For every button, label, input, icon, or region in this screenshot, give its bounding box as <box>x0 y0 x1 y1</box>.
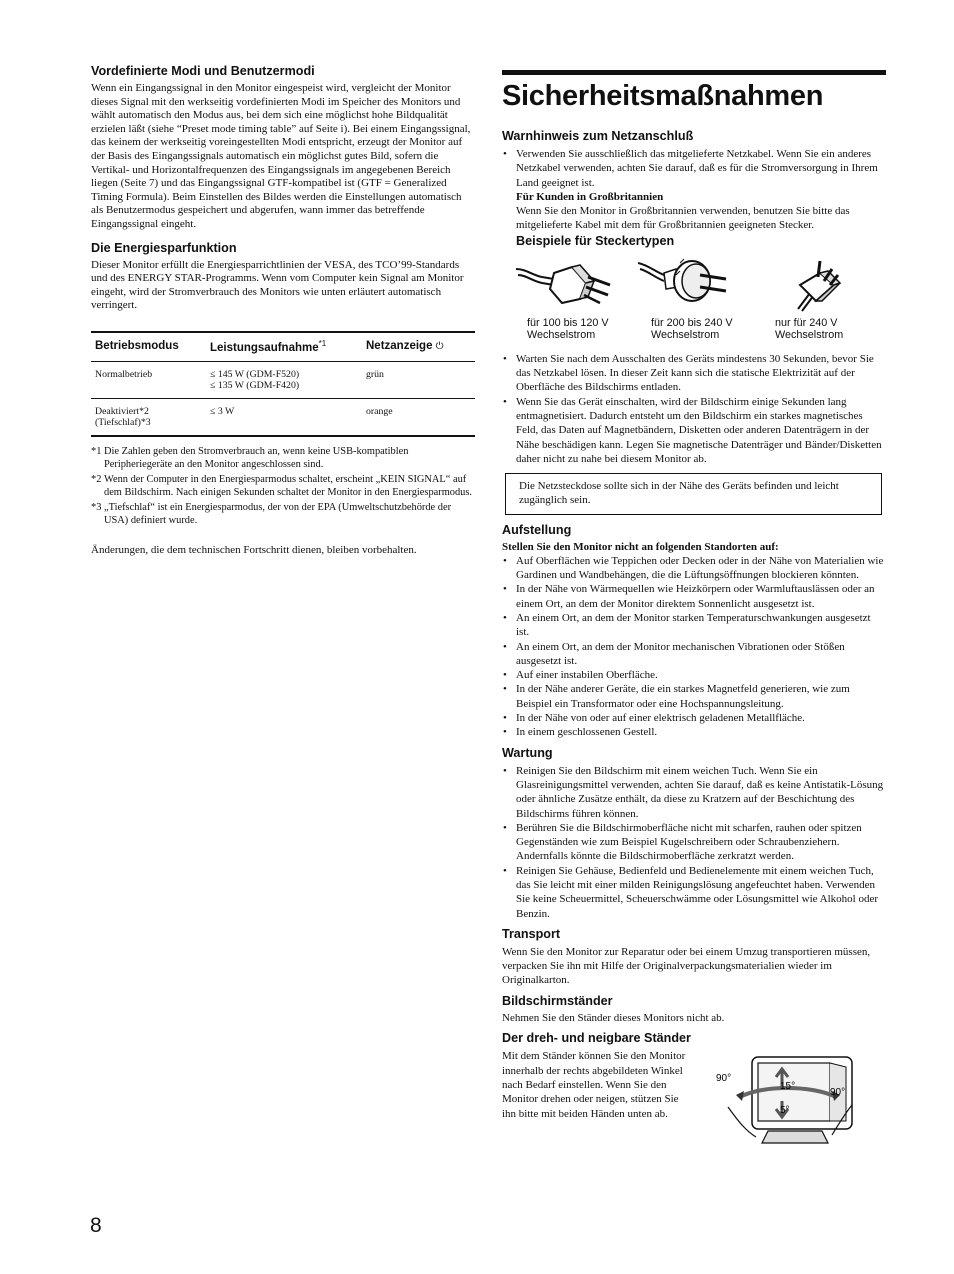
footnote-mark: *3 <box>91 501 102 513</box>
socket-notice-box: Die Netzsteckdose sollte sich in der Nähe des Geräts befinden und leicht zugänglich sein. <box>505 473 882 515</box>
uk-text: Wenn Sie den Monitor in Großbritannien verwenden, benutzen Sie bitte das mitgelieferte Kabel mit dem für Großbritannien geeigneten Stecker. <box>516 205 850 232</box>
table-cell: grün <box>362 361 475 398</box>
list-item: • In einem geschlossenen Gestell. <box>502 725 886 739</box>
angle-label-left: 90° <box>716 1073 732 1085</box>
list-item: • In der Nähe von oder auf einer elektrisch geladenen Metallfläche. <box>502 711 886 725</box>
list-item: • Warten Sie nach dem Ausschalten des Geräts mindestens 30 Sekunden, bevor Sie das Netzkabel lösen. In dieser Zeit kann sich die statische Elektrizität auf der Oberfläche des Bildschirms entladen. <box>502 352 886 395</box>
energy-text: Dieser Monitor erfüllt die Energiesparrichtlinien der VESA, des TCO’99-Standards und des ENERGY STAR-Programms. Wenn vom Computer kein Signal am Monitor eingeht, wird der Stromverbrauch des Monitors wie unten erläutert automatisch verringert. <box>91 258 464 312</box>
tilt-text: Mit dem Ständer können Sie den Monitor innerhalb der rechts abgebildeten Winkel nach Bedarf einstellen. Wenn Sie den Monitor drehen oder neigen, stützen Sie ihn bitte mit beiden Händen unten ab. <box>502 1050 686 1120</box>
list-item: • Auf Oberflächen wie Teppichen oder Decken oder in der Nähe von Materialien wie Gardinen und Wandbehängen, die die Lüftungsöffnungen blockieren könnten. <box>502 554 886 583</box>
stand-heading: Bildschirmständer <box>502 993 613 1008</box>
list-item: • Reinigen Sie Gehäuse, Bedienfeld und Bedienelemente mit einem weichen Tuch, das Sie leicht mit einer milden Reinigungslösung angefeuchtet haben. Verwenden Sie keine Scheuermittel, Scheuerschwämme oder Lösungsmittel wie Alkohol oder Benzin. <box>502 864 886 921</box>
list-item: • Reinigen Sie den Bildschirm mit einem weichen Tuch. Wenn Sie ein Glasreinigungsmittel verwenden, achten Sie darauf, daß es keine Antistatik-Lösung oder ähnliche Zusätze enthält, da diese zu Kratzern auf der Beschichtung des Bildschirms führen können. <box>502 764 886 821</box>
left-column <box>91 64 475 557</box>
page-title: Sicherheitsmaßnahmen <box>502 80 824 112</box>
list-item: • Verwenden Sie ausschließlich das mitgelieferte Netzkabel. Wenn Sie ein anderes Netzkabel verwenden, achten Sie darauf, daß es für die Stromversorgung in Ihrem Land geeignet ist. <box>502 147 886 190</box>
table-row <box>91 398 475 436</box>
us-plug-icon <box>514 255 624 313</box>
modes-text: Wenn ein Eingangssignal in den Monitor eingespeist wird, vergleicht der Monitor dieses Signal mit den werkseitig vordefinierten Modi im Speicher des Monitors und wählt automatisch den Modus aus, bei dem sich eine möglichst hohe Bildqualität erzielen läßt (siehe “Preset mode timing table” auf Seite i). Bei einem Eingangssignal, das keinem der werkseitig voreingestellten Modi entspricht, erzeugt der Monitor auf der Basis des Eingangssignals automatisch ein möglichst gutes Bild, sofern die Vertikal- und Horizontalfrequenzen des Eingangssignals im angegebenen Bereich liegen (Seite 7) und das Eingangssignal GTF-kompatibel ist (GTF = Generalized Timing Formula). Beim Einstellen des Bildes werden die Einstellungen automatisch als Benutzermodus gespeichert und abgerufen, wann immer das betreffende Eingangssignal eingeht. <box>91 82 471 230</box>
table-cell: Normalbetrieb <box>91 361 206 398</box>
angle-label-right: 90° <box>830 1087 846 1099</box>
plugs-heading: Beispiele für Steckertypen <box>516 233 675 248</box>
table-cell: ≤ 145 W (GDM-F520) ≤ 135 W (GDM-F420) <box>206 361 362 398</box>
plug-uk <box>762 255 886 342</box>
power-table-header <box>91 332 475 361</box>
plug-caption: für 200 bis 240 V Wechselstrom <box>651 316 733 342</box>
monitor-tilt-icon <box>712 1051 862 1147</box>
col-header-indicator: Netzanzeige ⏻ <box>362 332 475 361</box>
plug-caption: für 100 bis 120 V Wechselstrom <box>527 316 609 342</box>
maintenance-list <box>502 764 886 921</box>
list-item: • In der Nähe anderer Geräte, die ein starkes Magnetfeld generieren, wie zum Beispiel ein Transformator oder eine Hochspannungsleitung. <box>502 682 886 711</box>
modes-heading: Vordefinierte Modi und Benutzermodi <box>91 64 315 78</box>
transport-heading: Transport <box>502 926 561 941</box>
warning-heading: Warnhinweis zum Netzanschluß <box>502 129 694 143</box>
list-item: • Berühren Sie die Bildschirmoberfläche nicht mit scharfen, rauhen oder spitzen Gegenständen wie zum Beispiel Kugelschreibern oder Schraubenziehern. Andernfalls könnte die Bildschirmoberfläche zerkratzt werden. <box>502 821 886 864</box>
col-header-power: Leistungsaufnahme$^{*1}$ <box>206 332 362 361</box>
setup-list <box>502 554 886 740</box>
footnote: *2 Wenn der Computer in den Energiesparmodus schaltet, erscheint „KEIN SIGNAL“ auf dem Bildschirm. Nach einigen Sekunden schaltet der Monitor in den Energiesparmodus. <box>91 473 473 498</box>
stand-text: Nehmen Sie den Ständer dieses Monitors nicht ab. <box>502 1011 725 1024</box>
title-rule <box>502 70 886 75</box>
angle-label-down: 5° <box>780 1105 790 1117</box>
angle-label-up: 15° <box>780 1081 796 1093</box>
warning-list <box>502 147 886 190</box>
list-item: • An einem Ort, an dem der Monitor starken Temperaturschwankungen ausgesetzt ist. <box>502 611 886 640</box>
energy-heading: Die Energiesparfunktion <box>91 240 237 255</box>
list-item: • In der Nähe von Wärmequellen wie Heizkörpern oder Warmluftauslässen oder an einem Ort, an dem der Monitor direktem Sonnenlicht ausgesetzt ist. <box>502 582 886 611</box>
table-cell: orange <box>362 398 475 436</box>
col-header-mode: Betriebsmodus <box>91 332 206 361</box>
plug-us <box>514 255 638 342</box>
table-cell: Deaktiviert*2 (Tiefschlaf)*3 <box>91 398 206 436</box>
footnote: *3 „Tiefschlaf“ ist ein Energiesparmodus, der von der EPA (Umweltschutzbehörde der USA) definiert wurde. <box>91 501 452 526</box>
list-item: • Auf einer instabilen Oberfläche. <box>502 668 886 682</box>
eu-plug-icon <box>638 255 748 313</box>
list-item: • An einem Ort, an dem der Monitor mechanischen Vibrationen oder Stößen ausgesetzt ist. <box>502 640 886 669</box>
tilt-swivel-illustration <box>712 1051 862 1152</box>
warning-list-2 <box>502 352 886 466</box>
list-item: • Wenn Sie das Gerät einschalten, wird der Bildschirm einige Sekunden lang entmagnetisiert. Dadurch entsteht um den Bildschirm ein starkes magnetisches Feld, das Daten auf Magnetbändern, Disketten oder anderen Datenträgern in der Nähe beschädigen kann. Legen Sie magnetische Datenträger und Bänder/Disketten daher nicht zu nahe bei diesem Monitor ab. <box>502 395 886 466</box>
uk-plug-icon <box>762 255 872 313</box>
footnote-mark: *1 <box>318 338 327 348</box>
maintenance-heading: Wartung <box>502 745 553 760</box>
transport-text: Wenn Sie den Monitor zur Reparatur oder bei einem Umzug transportieren müssen, verpacken Sie ihn mit Hilfe der Originalverpackungsmaterialien wieder im Originalkarton. <box>502 945 871 987</box>
power-symbol-icon: ⏻ <box>435 341 444 353</box>
plug-eu <box>638 255 762 342</box>
plug-caption: nur für 240 V Wechselstrom <box>775 316 844 342</box>
plug-examples <box>514 255 886 342</box>
footnote-mark: *2 <box>91 473 102 485</box>
power-table <box>91 331 475 437</box>
right-column <box>502 64 886 1149</box>
setup-subheading: Stellen Sie den Monitor nicht an folgenden Standorten auf: <box>502 540 779 553</box>
tilt-section <box>502 1049 886 1149</box>
footnote-mark: *1 <box>91 445 102 457</box>
uk-heading: Für Kunden in Großbritannien <box>516 190 664 203</box>
table-row <box>91 361 475 398</box>
page-number: 8 <box>90 1214 102 1237</box>
tilt-heading: Der dreh- und neigbare Ständer <box>502 1031 691 1046</box>
table-cell: ≤ 3 W <box>206 398 362 436</box>
setup-heading: Aufstellung <box>502 522 572 537</box>
footnote: *1 Die Zahlen geben den Stromverbrauch an, wenn keine USB-kompatiblen Peripheriegeräte an den Monitor angeschlossen sind. <box>91 445 409 470</box>
changes-note: Änderungen, die dem technischen Fortschritt dienen, bleiben vorbehalten. <box>91 543 417 556</box>
